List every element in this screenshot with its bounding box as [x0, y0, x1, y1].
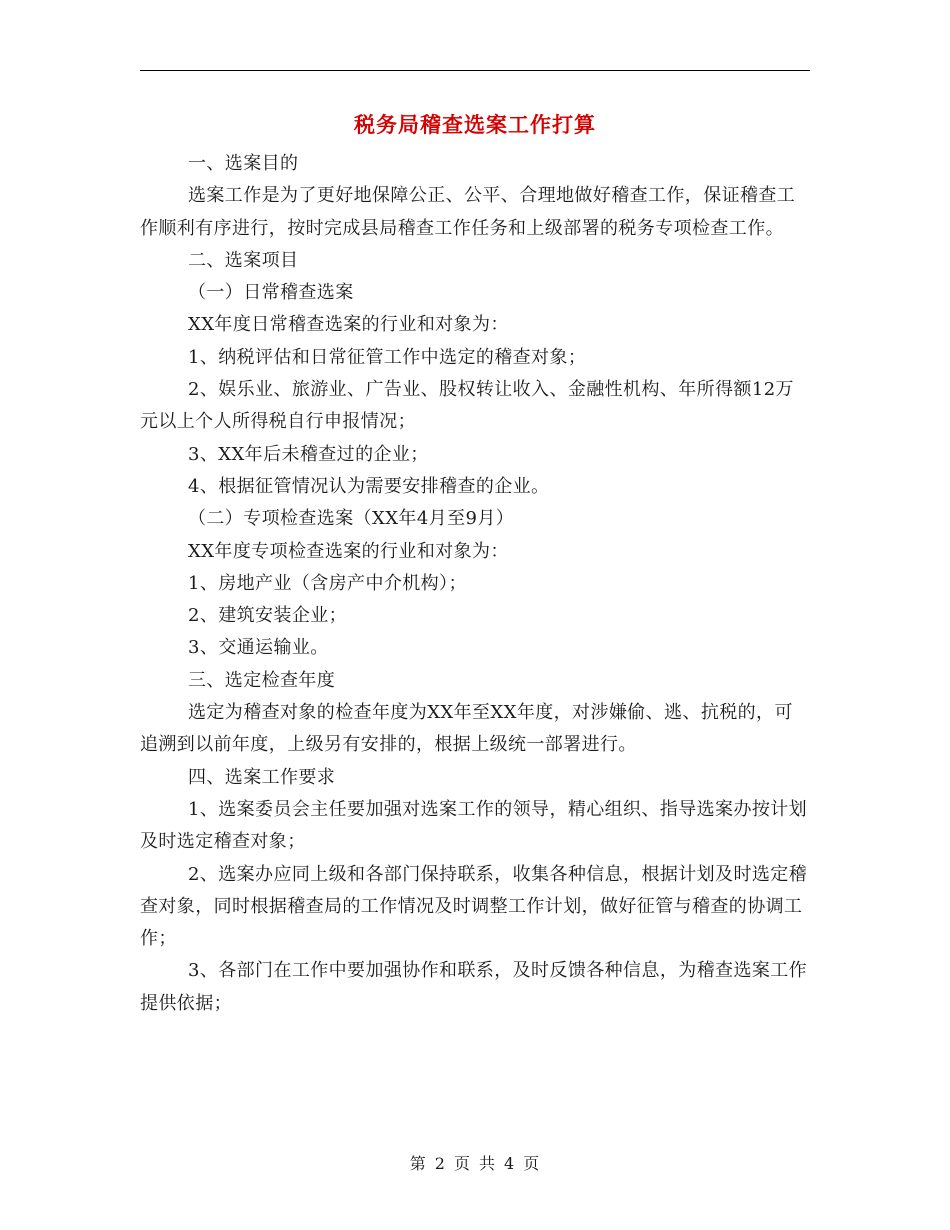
header-rule — [140, 70, 810, 71]
list-item-daily-3: 3、XX年后未稽查过的企业； — [188, 443, 429, 465]
section-heading-requirements: 四、选案工作要求 — [188, 766, 336, 788]
paragraph-special-intro: XX年度专项检查选案的行业和对象为： — [188, 540, 509, 562]
footer-page-word: 页 — [453, 1154, 471, 1173]
paragraph-years: 选定为稽查对象的检查年度为XX年至XX年度，对涉嫌偷、逃、抗税的，可追溯到以前年度，上级另有安排的，根据上级统一部署进行。 — [140, 702, 793, 756]
subsection-heading-daily: （一）日常稽查选案 — [188, 282, 354, 304]
footer-current-page: 2 — [434, 1154, 446, 1173]
list-item-special-2: 2、建筑安装企业； — [188, 605, 348, 627]
footer-total-pages: 4 — [504, 1154, 516, 1173]
list-item-requirement-2: 2、选案办应同上级和各部门保持联系，收集各种信息，根据计划及时选定稽查对象，同时根据稽查局的工作情况及时调整工作计划，做好征管与稽查的协调工作； — [140, 863, 808, 950]
paragraph-daily-intro: XX年度日常稽查选案的行业和对象为： — [188, 314, 509, 336]
footer-suffix: 页 — [523, 1154, 541, 1173]
list-item-daily-2: 2、娱乐业、旅游业、广告业、股权转让收入、金融性机构、年所得额12万元以上个人所得税自行申报情况； — [140, 379, 794, 433]
subsection-heading-special: （二）专项检查选案（XX年4月至9月） — [188, 508, 515, 530]
list-item-requirement-3: 3、各部门在工作中要加强协作和联系，及时反馈各种信息，为稽查选案工作提供依据； — [140, 960, 808, 1014]
document-body — [140, 148, 810, 1020]
section-heading-projects: 二、选案项目 — [188, 249, 299, 271]
section-heading-years: 三、选定检查年度 — [188, 669, 336, 691]
list-item-special-3: 3、交通运输业。 — [188, 637, 329, 659]
paragraph-purpose: 选案工作是为了更好地保障公正、公平、合理地做好稽查工作，保证稽查工作顺利有序进行，按时完成县局稽查工作任务和上级部署的税务专项检查工作。 — [140, 185, 796, 239]
list-item-daily-4: 4、根据征管情况认为需要安排稽查的企业。 — [188, 475, 550, 497]
footer-prefix: 第 — [409, 1154, 427, 1173]
page-footer — [0, 1152, 950, 1176]
list-item-requirement-1: 1、选案委员会主任要加强对选案工作的领导，精心组织、指导选案办按计划及时选定稽查对象； — [140, 798, 808, 853]
document-title: 税务局稽查选案工作打算 — [354, 112, 596, 137]
list-item-daily-1: 1、纳税评估和日常征管工作中选定的稽查对象； — [188, 346, 587, 368]
list-item-special-1: 1、房地产业（含房产中介机构）； — [188, 572, 467, 594]
section-heading-purpose: 一、选案目的 — [188, 153, 299, 174]
footer-total-word: 共 — [479, 1154, 497, 1173]
